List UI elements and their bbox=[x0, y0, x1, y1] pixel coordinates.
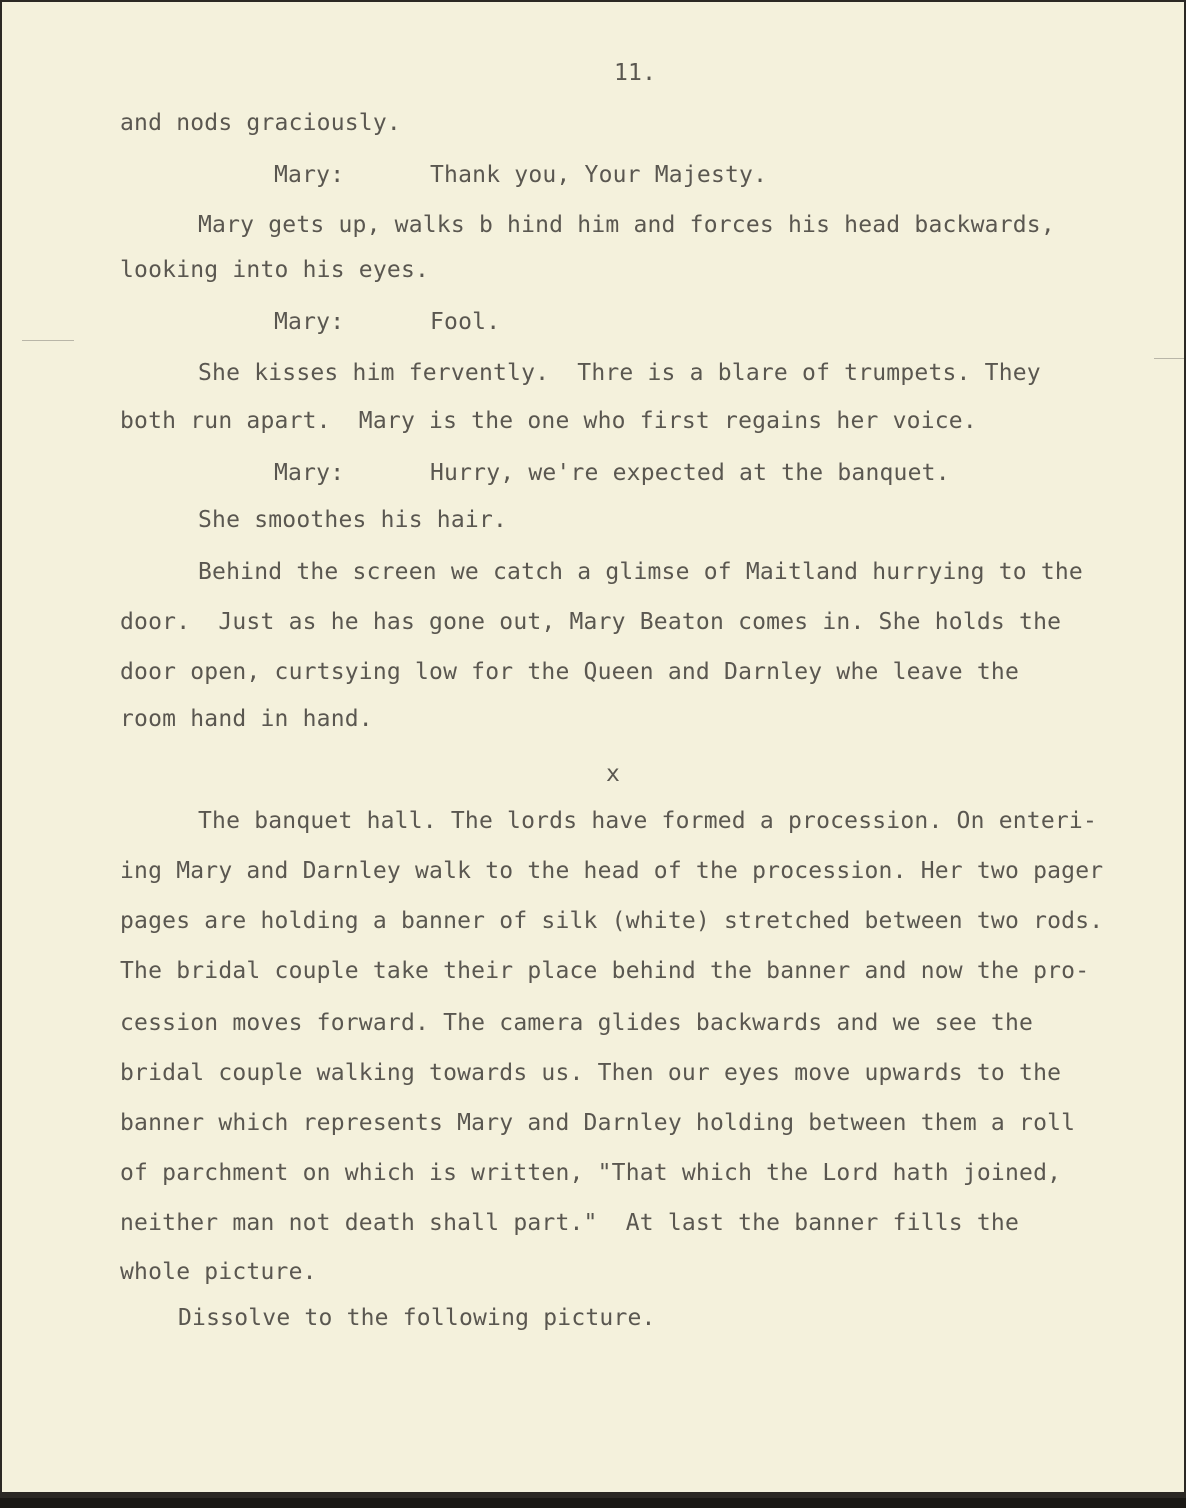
speaker-label: Mary: bbox=[274, 460, 345, 486]
text-line: banner which represents Mary and Darnley holding between them a roll bbox=[120, 1110, 1076, 1136]
text-line: and nods graciously. bbox=[120, 110, 401, 136]
text-line: The bridal couple take their place behind the banner and now the pro- bbox=[120, 958, 1090, 984]
text-line: neither man not death shall part." At last the banner fills the bbox=[120, 1210, 1020, 1236]
dialogue-line: Hurry, we're expected at the banquet. bbox=[430, 460, 950, 486]
text-line: looking into his eyes. bbox=[120, 257, 430, 283]
text-line: The banquet hall. The lords have formed a procession. On enteri- bbox=[198, 808, 1098, 834]
text-line: ing Mary and Darnley walk to the head of the procession. Her two pager bbox=[120, 858, 1104, 884]
text-line: room hand in hand. bbox=[120, 706, 373, 732]
speaker-label: Mary: bbox=[274, 309, 345, 335]
dialogue-line: Thank you, Your Majesty. bbox=[430, 162, 768, 188]
text-line: Dissolve to the following picture. bbox=[178, 1305, 656, 1331]
text-line: bridal couple walking towards us. Then our eyes move upwards to the bbox=[120, 1060, 1062, 1086]
scene-break-mark: x bbox=[606, 761, 621, 787]
text-line: of parchment on which is written, "That which the Lord hath joined, bbox=[120, 1160, 1062, 1186]
text-line: She smoothes his hair. bbox=[198, 507, 508, 533]
text-line: She kisses him fervently. Thre is a blare of trumpets. They bbox=[198, 360, 1041, 386]
text-line: whole picture. bbox=[120, 1259, 317, 1285]
text-line: both run apart. Mary is the one who first regains her voice. bbox=[120, 408, 977, 434]
text-line: door. Just as he has gone out, Mary Beaton comes in. She holds the bbox=[120, 609, 1062, 635]
dialogue-line: Fool. bbox=[430, 309, 501, 335]
text-line: door open, curtsying low for the Queen and Darnley whe leave the bbox=[120, 659, 1020, 685]
margin-mark-left bbox=[22, 340, 74, 341]
text-line: Mary gets up, walks b hind him and forces his head backwards, bbox=[198, 212, 1055, 238]
speaker-label: Mary: bbox=[274, 162, 345, 188]
text-line: Behind the screen we catch a glimse of Maitland hurrying to the bbox=[198, 559, 1083, 585]
margin-mark-right bbox=[1154, 358, 1184, 359]
text-line: cession moves forward. The camera glides backwards and we see the bbox=[120, 1010, 1034, 1036]
page-number: 11. bbox=[614, 60, 657, 86]
text-line: pages are holding a banner of silk (white) stretched between two rods. bbox=[120, 908, 1104, 934]
